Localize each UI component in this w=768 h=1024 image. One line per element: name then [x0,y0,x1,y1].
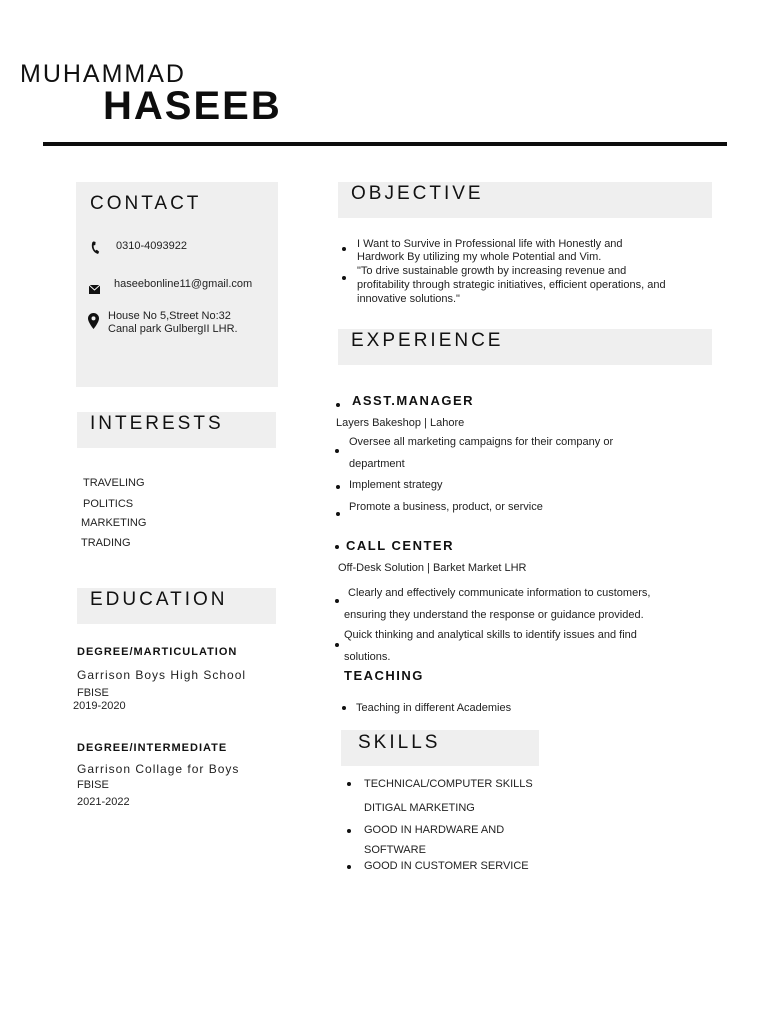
bullet [342,247,346,251]
bullet [336,512,340,516]
contact-address-line1: House No 5,Street No:32 [108,310,231,322]
job-company: Off-Desk Solution | Barket Market LHR [338,562,527,574]
bullet [336,403,340,407]
job-bullet-text: ensuring they understand the response or guidance provided. [344,609,644,621]
education-board: FBISE [77,779,109,791]
header-divider [43,142,727,146]
first-name: MUHAMMAD [20,60,186,88]
job-title: ASST.MANAGER [352,393,475,408]
bullet [335,599,339,603]
objective-text: innovative solutions." [357,293,460,305]
bullet [347,782,351,786]
contact-email: haseebonline11@gmail.com [114,278,253,290]
interest-item: TRAVELING [83,477,145,489]
job-bullet-text: Clearly and effectively communicate information to customers, [348,587,651,599]
job-bullet-text: Oversee all marketing campaigns for their company or [349,436,614,448]
job-bullet-text: Promote a business, product, or service [349,501,543,513]
bullet [347,829,351,833]
interests-heading: INTERESTS [90,413,224,434]
bullet [335,643,339,647]
skill-item: SOFTWARE [364,844,426,856]
contact-heading: CONTACT [90,193,202,214]
bullet [336,485,340,489]
objective-text: profitability through strategic initiatives, efficient operations, and [357,279,666,291]
bullet [342,706,346,710]
contact-phone: 0310-4093922 [116,240,187,252]
interest-item: TRADING [81,537,131,549]
objective-text: Hardwork By utilizing my whole Potential and Vim. [357,251,602,263]
mail-icon [89,281,100,290]
education-heading: EDUCATION [90,589,228,610]
education-board: FBISE [77,687,109,699]
objective-text: I Want to Survive in Professional life with Honestly and [357,238,623,250]
skill-item: GOOD IN CUSTOMER SERVICE [364,860,529,872]
job-bullet-text: department [349,458,405,470]
phone-icon [89,241,101,255]
education-years: 2019-2020 [73,700,126,712]
education-degree: DEGREE/MARTICULATION [77,646,238,658]
education-school: Garrison Collage for Boys [77,762,240,776]
interest-item: MARKETING [81,517,147,529]
education-school: Garrison Boys High School [77,668,247,682]
skill-item: TECHNICAL/COMPUTER SKILLS [364,778,533,790]
job-bullet-text: Implement strategy [349,479,443,491]
job-title: CALL CENTER [346,538,454,553]
bullet [347,865,351,869]
job-bullet-text: Quick thinking and analytical skills to identify issues and find [344,629,637,641]
skill-item: DITIGAL MARKETING [364,802,475,814]
last-name: HASEEB [103,84,282,128]
location-pin-icon [88,313,99,329]
education-degree: DEGREE/INTERMEDIATE [77,742,228,754]
bullet [335,545,339,549]
objective-text: "To drive sustainable growth by increasing revenue and [357,265,627,277]
experience-heading: EXPERIENCE [351,330,504,351]
objective-heading: OBJECTIVE [351,183,484,204]
job-bullet-text: solutions. [344,651,391,663]
job-company: Layers Bakeshop | Lahore [336,417,465,429]
contact-address-line2: Canal park GulbergII LHR. [108,323,238,335]
interest-item: POLITICS [83,498,134,510]
skill-item: GOOD IN HARDWARE AND [364,824,505,836]
job-bullet-text: Teaching in different Academies [356,702,512,714]
skills-heading: SKILLS [358,732,441,753]
bullet [342,276,346,280]
education-years: 2021-2022 [77,796,130,808]
job-title: TEACHING [344,668,424,683]
bullet [335,449,339,453]
